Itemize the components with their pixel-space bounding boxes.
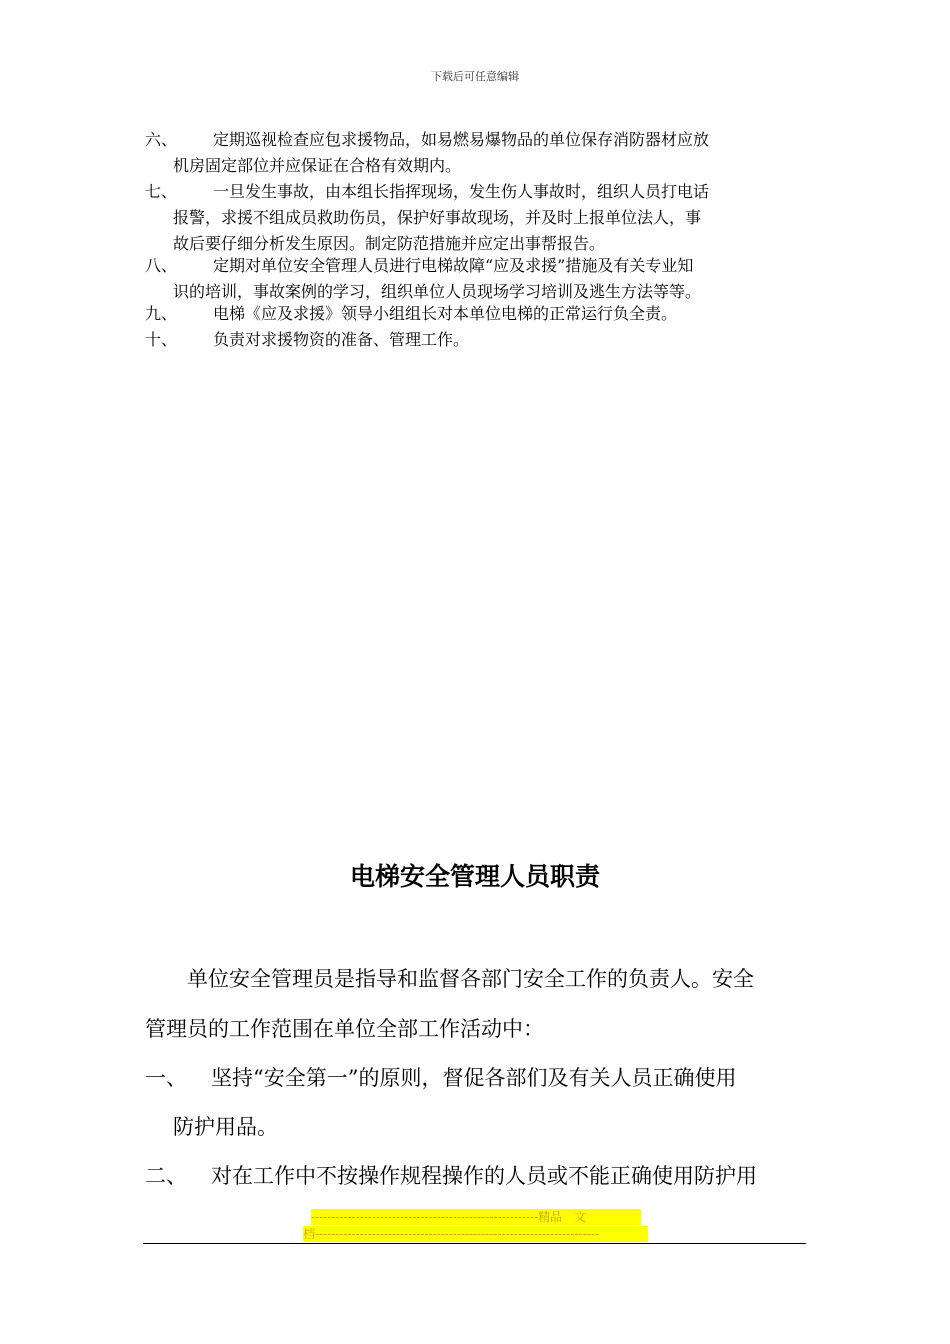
item-text-line: 机房固定部位并应保证在合格有效期内。 [173,156,462,175]
intro-paragraph-line: 管理员的工作范围在单位全部工作活动中： [145,1017,544,1041]
item-text-line: 报警，求援不组成员救助伤员，保护好事故现场，并及时上报单位法人，事 [173,208,702,227]
intro-paragraph-line: 单位安全管理员是指导和监督各部门安全工作的负责人。安全 [187,967,754,991]
duty-number: 二、 [145,1164,187,1188]
item-text-line: 定期对单位安全管理人员进行电梯故障“应及求援”措施及有关专业知 [213,256,694,275]
item-number: 七、 [145,182,178,201]
page-header: 下载后可任意编辑 [431,70,519,83]
item-number: 六、 [145,130,178,149]
item-text-line: 识的培训，事故案例的学习，组织单位人员现场学习培训及逃生方法等等。 [173,282,702,301]
duty-text-line: 对在工作中不按操作规程操作的人员或不能正确使用防护用 [211,1164,757,1188]
item-text-line: 故后要仔细分析发生原因。制定防范措施并应定出事帮报告。 [173,234,606,253]
item-number: 九、 [145,304,178,323]
duty-number: 一、 [145,1066,187,1090]
item-text-line: 负责对求援物资的准备、管理工作。 [213,330,470,349]
footer-watermark-line: --------------------------------------------------------精品 文 [311,1209,641,1225]
duty-text-line: 坚持“安全第一”的原则，督促各部们及有关人员正确使用 [211,1066,737,1090]
section-title: 电梯安全管理人员职责 [349,862,600,891]
item-text-line: 电梯《应及求援》领导小组组长对本单位电梯的正常运行负全责。 [213,304,678,323]
item-number: 八、 [145,256,178,275]
item-text-line: 定期巡视检查应包求援物品，如易燃易爆物品的单位保存消防器材应放 [213,130,710,149]
duty-text-line: 防护用品。 [173,1115,278,1139]
footer-watermark-line: 档---------------------------------------------------------------------- [303,1226,648,1242]
item-number: 十、 [145,330,178,349]
item-text-line: 一旦发生事故，由本组长指挥现场，发生伤人事故时，组织人员打电话 [213,182,710,201]
footer-divider [143,1243,806,1244]
